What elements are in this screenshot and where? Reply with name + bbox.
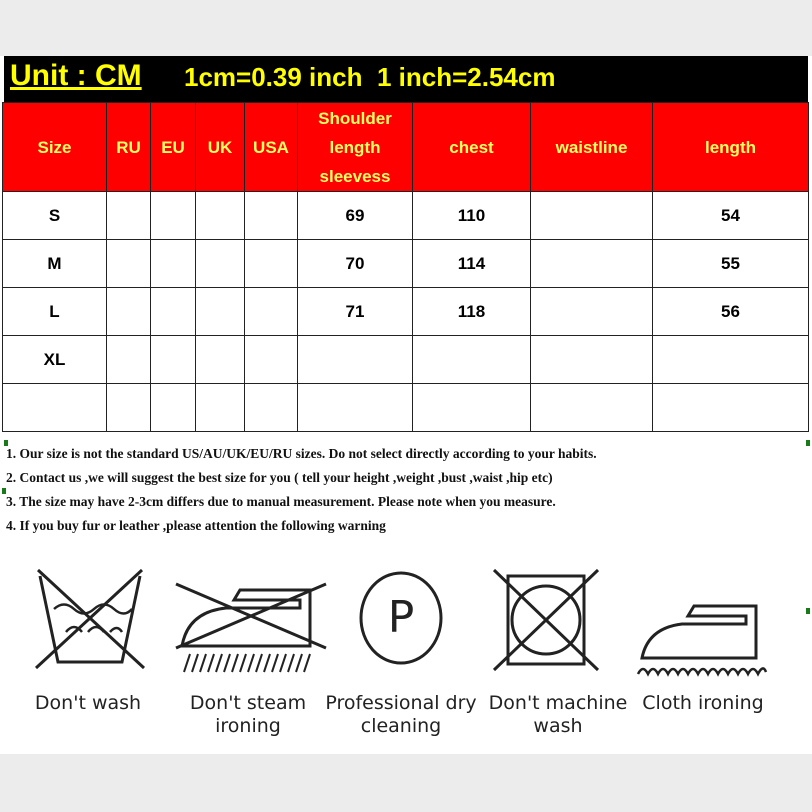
table-cell bbox=[151, 336, 196, 384]
table-cell bbox=[196, 240, 245, 288]
care-label-no-steam: Don't steam ironing bbox=[189, 692, 307, 737]
table-row bbox=[3, 384, 809, 432]
size-chart-sheet bbox=[0, 56, 812, 754]
table-cell: 55 bbox=[653, 240, 809, 288]
note-3: 3. The size may have 2-3cm differs due to manual measurement. Please note when you measure. bbox=[6, 494, 556, 509]
table-cell bbox=[531, 288, 653, 336]
table-row bbox=[3, 192, 809, 240]
table-cell bbox=[245, 192, 298, 240]
table-cell: 114 bbox=[413, 240, 531, 288]
size-notes bbox=[6, 442, 597, 538]
table-cell: S bbox=[3, 192, 107, 240]
table-cell: XL bbox=[3, 336, 107, 384]
table-row bbox=[3, 240, 809, 288]
table-cell bbox=[107, 288, 151, 336]
column-header: EU bbox=[151, 103, 196, 192]
table-cell bbox=[151, 384, 196, 432]
unit-banner bbox=[4, 56, 808, 102]
table-cell bbox=[107, 384, 151, 432]
note-2: 2. Contact us ,we will suggest the best size for you ( tell your height ,weight ,bust ,waist ,hip etc) bbox=[6, 470, 553, 485]
table-cell bbox=[531, 192, 653, 240]
table-row bbox=[3, 288, 809, 336]
table-cell: 69 bbox=[298, 192, 413, 240]
marker bbox=[806, 608, 810, 614]
column-header: waistline bbox=[531, 103, 653, 192]
table-cell bbox=[298, 384, 413, 432]
table-cell: 110 bbox=[413, 192, 531, 240]
table-cell bbox=[653, 336, 809, 384]
table-cell bbox=[245, 336, 298, 384]
table-cell bbox=[653, 384, 809, 432]
table-cell: 54 bbox=[653, 192, 809, 240]
table-cell bbox=[196, 192, 245, 240]
column-header: USA bbox=[245, 103, 298, 192]
iron-icon bbox=[634, 574, 770, 678]
table-cell bbox=[245, 240, 298, 288]
note-4: 4. If you buy fur or leather ,please attention the following warning bbox=[6, 518, 386, 533]
table-cell bbox=[107, 192, 151, 240]
note-1: 1. Our size is not the standard US/AU/UK/EU/RU sizes. Do not select directly according to your habits. bbox=[6, 446, 597, 461]
table-cell bbox=[151, 288, 196, 336]
table-cell bbox=[413, 336, 531, 384]
care-label-dry-clean: Professional dry cleaning bbox=[325, 692, 477, 737]
unit-label: Unit : CM bbox=[10, 59, 142, 92]
size-table bbox=[2, 102, 809, 432]
table-cell bbox=[531, 384, 653, 432]
column-header: length bbox=[653, 103, 809, 192]
table-cell bbox=[531, 336, 653, 384]
table-cell bbox=[151, 240, 196, 288]
no-steam-iron-icon bbox=[170, 564, 330, 676]
table-cell bbox=[3, 384, 107, 432]
column-header: RU bbox=[107, 103, 151, 192]
unit-conversion: 1cm=0.39 inch 1 inch=2.54cm bbox=[184, 62, 556, 92]
table-cell bbox=[413, 384, 531, 432]
table-cell bbox=[151, 192, 196, 240]
table-row bbox=[3, 336, 809, 384]
column-header: Shoulder length sleevess bbox=[298, 103, 413, 192]
table-cell bbox=[107, 240, 151, 288]
care-label-no-machine-wash: Don't machine wash bbox=[488, 692, 628, 737]
column-header: UK bbox=[196, 103, 245, 192]
dry-clean-icon bbox=[356, 568, 446, 668]
table-cell: 118 bbox=[413, 288, 531, 336]
table-cell bbox=[298, 336, 413, 384]
column-header: Size bbox=[3, 103, 107, 192]
table-cell bbox=[196, 288, 245, 336]
table-cell: M bbox=[3, 240, 107, 288]
table-cell bbox=[531, 240, 653, 288]
marker bbox=[806, 440, 810, 446]
column-header: chest bbox=[413, 103, 531, 192]
table-cell: 71 bbox=[298, 288, 413, 336]
care-label-cloth-ironing: Cloth ironing bbox=[642, 692, 764, 714]
table-cell bbox=[245, 288, 298, 336]
table-cell bbox=[196, 336, 245, 384]
table-header-row bbox=[3, 103, 809, 192]
table-cell: L bbox=[3, 288, 107, 336]
dry-clean-letter: P bbox=[387, 592, 415, 643]
table-cell bbox=[196, 384, 245, 432]
care-label-no-wash: Don't wash bbox=[34, 692, 142, 714]
table-cell bbox=[107, 336, 151, 384]
table-cell: 70 bbox=[298, 240, 413, 288]
table-cell: 56 bbox=[653, 288, 809, 336]
no-machine-wash-icon bbox=[488, 566, 604, 674]
table-cell bbox=[245, 384, 298, 432]
no-wash-icon bbox=[30, 564, 150, 674]
